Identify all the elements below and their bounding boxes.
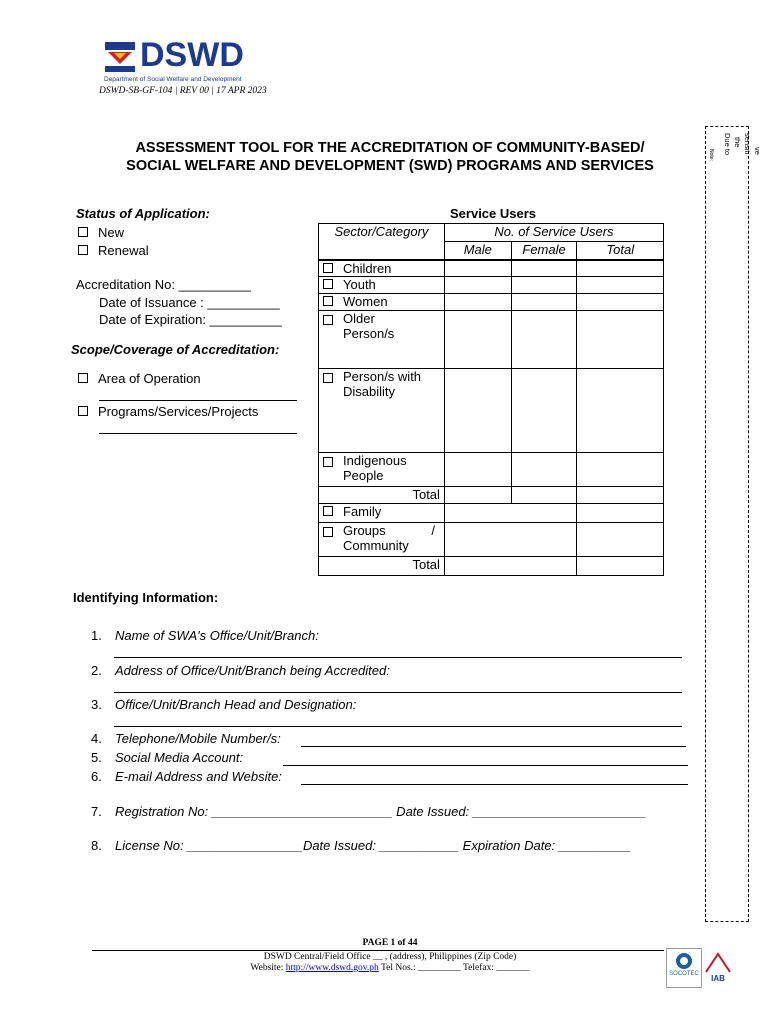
scope-area-line[interactable] (99, 400, 297, 401)
footer-divider (92, 950, 664, 951)
row-label: Women (343, 294, 388, 309)
table-cell[interactable] (444, 369, 511, 453)
accreditation-mark-icon (704, 952, 732, 974)
checkbox[interactable] (323, 263, 333, 273)
col-no-header: No. of Service Users (444, 224, 663, 242)
date-issuance-field[interactable]: Date of Issuance : __________ (99, 295, 280, 310)
id-item-3 (91, 697, 356, 712)
item-label: Registration No: _________________________ Date Issued: ________________________ (115, 804, 647, 819)
row-women[interactable] (319, 294, 445, 311)
col-sector-header: Sector/Category (319, 224, 445, 260)
row-indigenous[interactable] (319, 453, 445, 487)
item-label: Office/Unit/Branch Head and Designation: (115, 697, 357, 712)
row-youth[interactable] (319, 277, 445, 294)
item-label: Telephone/Mobile Number/s: (115, 731, 281, 746)
id-item-2 (91, 663, 390, 678)
side-note-word: the (733, 137, 742, 148)
table-cell[interactable] (511, 294, 577, 311)
checkbox[interactable] (323, 279, 333, 289)
total-label: Total (319, 557, 445, 576)
table-cell[interactable] (577, 277, 664, 294)
id-item-5-line[interactable] (283, 765, 688, 766)
item-number: 7. (91, 804, 102, 819)
form-title-line2: SOCIAL WELFARE AND DEVELOPMENT (SWD) PROGRAMS AND SERVICES (126, 158, 654, 174)
table-cell[interactable] (444, 277, 511, 294)
id-item-4 (91, 731, 281, 746)
website-link[interactable]: http://www.dswd.gov.ph (285, 963, 379, 973)
status-heading: Status of Application: (76, 206, 210, 221)
table-cell[interactable] (444, 557, 577, 576)
row-label: Groups / Community (343, 523, 435, 553)
item-number: 2. (91, 663, 102, 678)
badge-text: SOCOTEC (669, 971, 699, 977)
table-cell[interactable] (577, 294, 664, 311)
service-users-table (318, 223, 664, 576)
table-cell[interactable] (511, 487, 577, 504)
scope-programs-option[interactable] (78, 404, 258, 419)
id-item-7[interactable] (91, 804, 646, 819)
table-cell[interactable] (577, 504, 664, 523)
row-label: Children (343, 260, 392, 276)
scope-heading: Scope/Coverage of Accreditation: (71, 342, 280, 357)
table-cell[interactable] (577, 311, 664, 369)
table-cell[interactable] (444, 311, 511, 369)
item-label: Social Media Account: (115, 750, 244, 765)
document-reference: DSWD-SB-GF-104 | REV 00 | 17 APR 2023 (99, 86, 267, 96)
status-new-option[interactable] (78, 225, 124, 240)
status-renewal-option[interactable] (78, 243, 149, 258)
item-label: License No: ________________Date Issued: ___________ Expiration Date: __________ (115, 838, 632, 853)
dswd-emblem-icon (104, 40, 138, 74)
id-item-2-line[interactable] (114, 692, 682, 693)
id-item-6 (91, 769, 282, 784)
table-cell[interactable] (577, 487, 664, 504)
table-cell[interactable] (511, 311, 577, 369)
row-label: Family (343, 504, 382, 519)
id-item-4-line[interactable] (301, 746, 686, 747)
table-cell[interactable] (511, 260, 577, 277)
service-users-heading: Service Users (450, 206, 537, 221)
certification-seal-icon (675, 952, 693, 970)
accreditation-no-field[interactable]: Accreditation No: __________ (76, 277, 251, 292)
badge-text: IAB (711, 974, 725, 983)
date-expiration-field[interactable]: Date of Expiration: __________ (99, 312, 282, 327)
table-cell[interactable] (444, 453, 511, 487)
table-cell[interactable] (577, 557, 664, 576)
accreditation-badge (702, 948, 734, 986)
table-cell[interactable] (511, 453, 577, 487)
row-label: Person/s with Disability (343, 369, 422, 399)
footer-office: DSWD Central/Field Office __ , (address), Philippines (Zip Code) (263, 952, 517, 962)
row-pwd[interactable] (319, 369, 445, 453)
footer-contact (200, 963, 580, 973)
item-number: 8. (91, 838, 102, 853)
row-children[interactable] (319, 260, 445, 277)
col-male-header: Male (444, 242, 511, 260)
checkbox[interactable] (323, 457, 333, 467)
checkbox[interactable] (323, 506, 333, 516)
item-number: 1. (91, 628, 102, 643)
checkbox[interactable] (78, 373, 88, 383)
id-item-1 (91, 628, 319, 643)
status-renewal-label: Renewal (98, 243, 149, 258)
table-cell[interactable] (444, 504, 577, 523)
row-label: Youth (343, 277, 376, 292)
item-number: 5. (91, 750, 102, 765)
id-item-8[interactable] (91, 838, 631, 853)
checkbox[interactable] (78, 227, 88, 237)
checkbox[interactable] (323, 296, 333, 306)
scope-area-label: Area of Operation (98, 371, 201, 386)
table-cell[interactable] (577, 369, 664, 453)
col-female-header: Female (511, 242, 577, 260)
item-label: Name of SWA's Office/Unit/Branch: (115, 628, 319, 643)
identifying-heading: Identifying Information: (73, 590, 219, 605)
checkbox[interactable] (323, 527, 333, 537)
id-item-6-line[interactable] (301, 784, 688, 785)
scope-area-option[interactable] (78, 371, 201, 386)
col-total-header: Total (577, 242, 664, 260)
checkbox[interactable] (323, 373, 333, 383)
table-cell[interactable] (444, 487, 511, 504)
id-item-3-line[interactable] (114, 726, 682, 727)
row-label: Older Person/s (343, 311, 395, 341)
table-cell[interactable] (444, 523, 577, 557)
dswd-logo (104, 36, 264, 86)
item-number: 3. (91, 697, 102, 712)
status-new-label: New (98, 225, 125, 240)
row-older-persons[interactable] (319, 311, 445, 369)
side-note-word: sensiti (743, 133, 752, 155)
checkbox[interactable] (323, 315, 333, 325)
side-note-word: Due to (723, 133, 732, 156)
scope-programs-line[interactable] (99, 433, 297, 434)
scope-programs-label: Programs/Services/Projects (98, 404, 259, 419)
total-label: Total (319, 487, 445, 504)
id-item-5 (91, 750, 243, 765)
table-cell[interactable] (577, 453, 664, 487)
side-note-word: ve (753, 147, 762, 155)
id-item-1-line[interactable] (114, 657, 682, 658)
table-cell[interactable] (511, 277, 577, 294)
row-family[interactable] (319, 504, 445, 523)
row-groups[interactable] (319, 523, 445, 557)
footer-tel: Tel Nos.: _________ Telefax: _______ (378, 963, 530, 973)
table-cell[interactable] (577, 523, 664, 557)
form-title-line1: ASSESSMENT TOOL FOR THE ACCREDITATION OF COMMUNITY-BASED/ (135, 140, 645, 156)
item-label: Address of Office/Unit/Branch being Accredited: (115, 663, 390, 678)
page-number: PAGE 1 of 44 (362, 938, 418, 948)
side-note-word: Note: (708, 149, 714, 161)
table-cell[interactable] (577, 260, 664, 277)
item-number: 4. (91, 731, 102, 746)
website-label: Website: (250, 963, 286, 973)
logo-subtitle: Department of Social Welfare and Development (104, 76, 242, 83)
item-label: E-mail Address and Website: (115, 769, 282, 784)
side-note-box (705, 126, 762, 922)
table-cell[interactable] (444, 260, 511, 277)
checkbox[interactable] (78, 245, 88, 255)
item-number: 6. (91, 769, 102, 784)
certification-badge (666, 948, 702, 988)
table-cell[interactable] (444, 294, 511, 311)
table-cell[interactable] (511, 369, 577, 453)
logo-wordmark: DSWD (140, 36, 244, 74)
row-label: Indigenous People (343, 453, 407, 483)
checkbox[interactable] (78, 406, 88, 416)
